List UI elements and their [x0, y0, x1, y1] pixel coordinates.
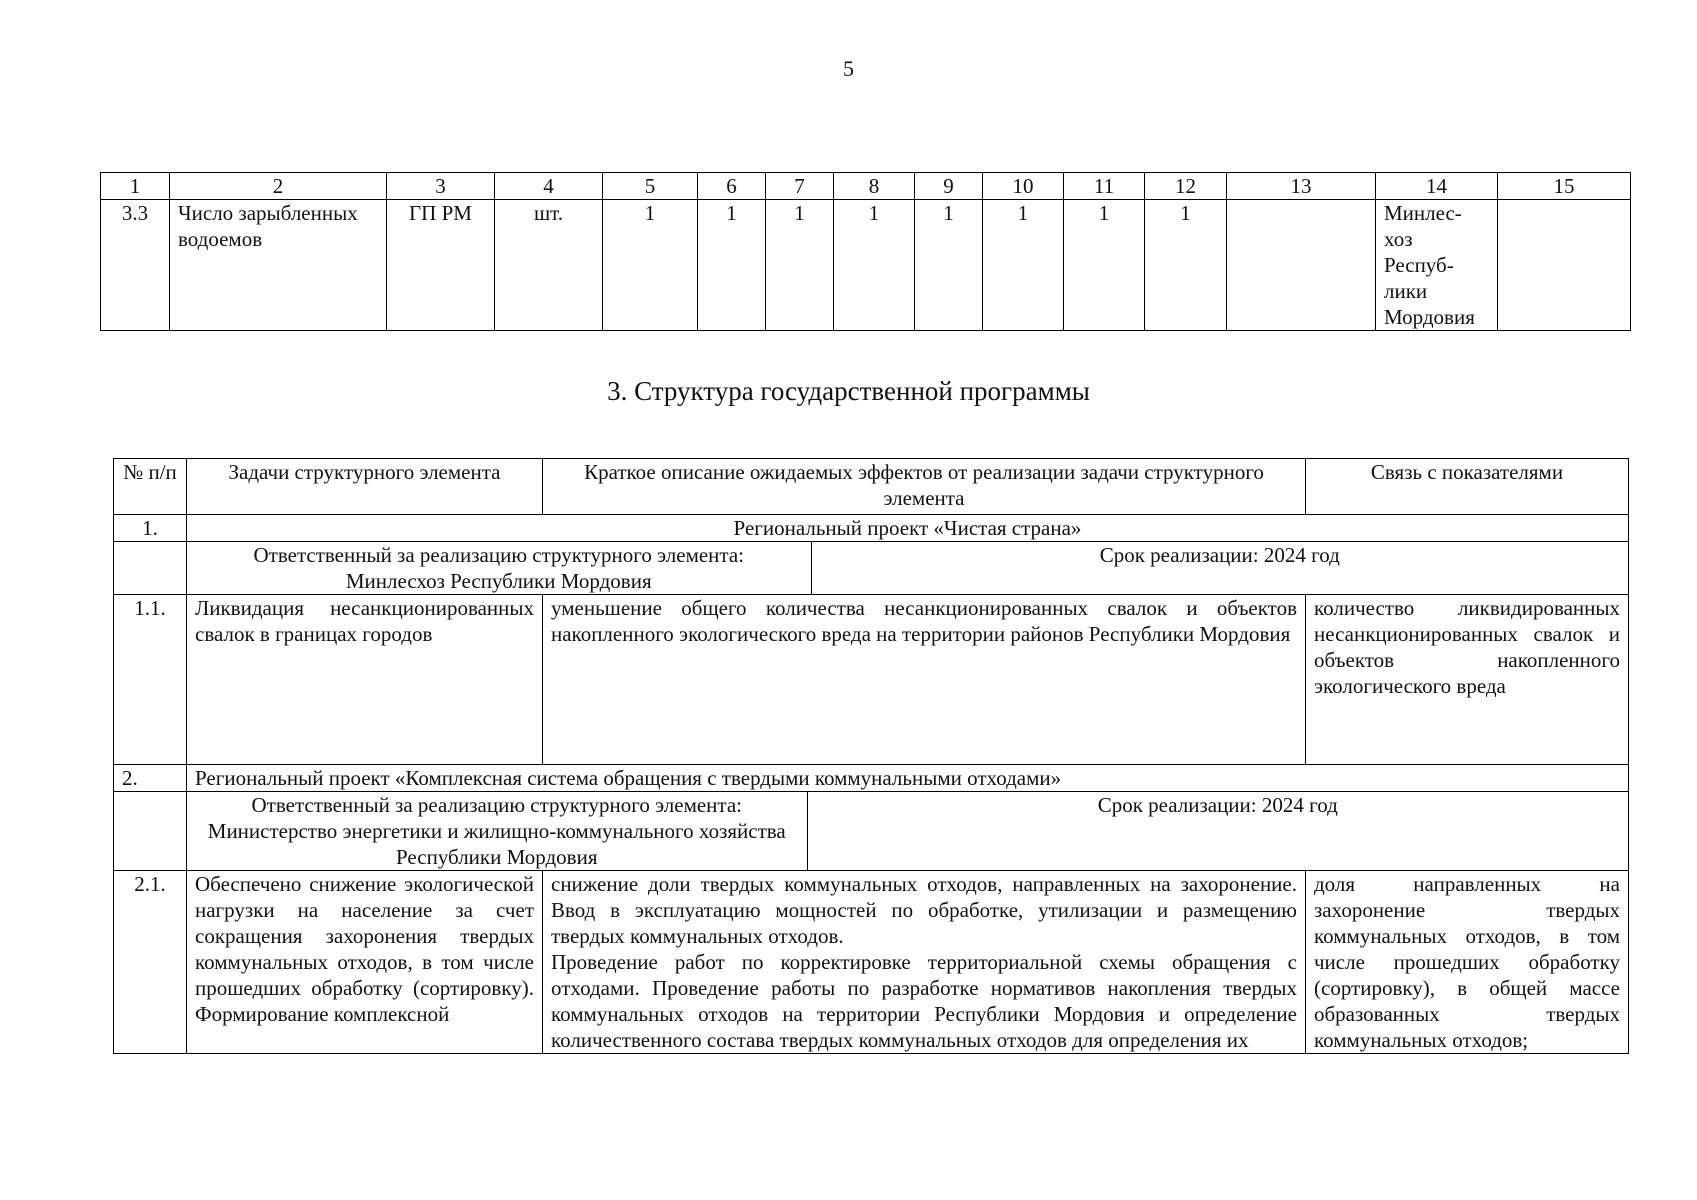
indicator-name: Число зарыбленных водоемов [170, 200, 387, 331]
column-number: 9 [915, 173, 983, 200]
column-number: 10 [983, 173, 1064, 200]
responsible-line: Респуб- [1384, 253, 1454, 277]
column-15-cell [1498, 200, 1631, 331]
empty-cell [114, 542, 187, 595]
column-number: 6 [698, 173, 766, 200]
responsible-wrapper [187, 792, 1629, 871]
indicator-unit: шт. [495, 200, 603, 331]
column-number-row [101, 173, 1631, 200]
term-cell: Срок реализации: 2024 год [807, 792, 1628, 870]
section-number: 2. [114, 765, 187, 792]
table-row [114, 595, 1629, 765]
responsible-label: Ответственный за реализацию структурного элемента: [251, 793, 743, 817]
column-number: 15 [1498, 173, 1631, 200]
effect-cell [543, 871, 1306, 1054]
indicator-cell: доля направленных на захоронение твердых коммунальных отходов, в том числе прошедших обработку (сортировку), в общей массе образованных твердых коммунальных отходов; [1306, 871, 1629, 1054]
empty-cell [114, 792, 187, 871]
indicator-level: ГП РМ [387, 200, 495, 331]
column-number: 14 [1376, 173, 1498, 200]
responsible-org: Министерство энергетики и жилищно-коммунального хозяйства Республики Мордовия [207, 819, 786, 869]
responsible-line: Мордовия [1384, 305, 1475, 329]
indicator-value: 1 [983, 200, 1064, 331]
responsible-cell [187, 542, 811, 594]
responsible-inner-table [187, 792, 1628, 870]
section-row [114, 765, 1629, 792]
indicator-value: 1 [698, 200, 766, 331]
responsible-line: Минлес- [1384, 201, 1462, 225]
task-cell: Обеспечено снижение экологической нагрузки на население за счет сокращения захоронения твердых коммунальных отходов, в том числе прошедших обработку (сортировку). Формирование комплексной [187, 871, 543, 1054]
responsible-line: хоз [1384, 227, 1413, 251]
effect-cell: уменьшение общего количества несанкционированных свалок и объектов накопленного экологического вреда на территории районов Республики Мордовия [543, 595, 1306, 765]
page-number: 5 [843, 56, 854, 81]
indicator-value: 1 [915, 200, 983, 331]
header-link: Связь с показателями [1306, 459, 1629, 515]
indicator-value: 1 [1145, 200, 1227, 331]
responsible-label: Ответственный за реализацию структурного элемента: [253, 543, 745, 567]
column-number: 11 [1064, 173, 1145, 200]
responsible-row [114, 542, 1629, 595]
section-number: 1. [114, 515, 187, 542]
column-number: 1 [101, 173, 170, 200]
section-title-cell: Региональный проект «Комплексная система обращения с твердыми коммунальными отходами» [187, 765, 1629, 792]
column-number: 4 [495, 173, 603, 200]
responsible-line: лики [1384, 279, 1428, 303]
header-effects: Краткое описание ожидаемых эффектов от реализации задачи структурного элемента [543, 459, 1306, 515]
column-number: 5 [603, 173, 698, 200]
section-title-cell: Региональный проект «Чистая страна» [187, 515, 1629, 542]
row-number: 3.3 [101, 200, 170, 331]
header-tasks: Задачи структурного элемента [187, 459, 543, 515]
responsible-wrapper [187, 542, 1629, 595]
indicator-value: 1 [766, 200, 834, 331]
header-row [114, 459, 1629, 515]
section-title: 3. Структура государственной программы [607, 376, 1090, 406]
header-num: № п/п [114, 459, 187, 515]
row-number: 1.1. [114, 595, 187, 765]
effect-paragraph: Проведение работ по корректировке территориальной схемы обращения с отходами. Проведение работы по разработке нормативов накопления твердых коммунальных отходов на территории Республики Мордовия и определение количественного состава твердых коммунальных отходов для определения их [551, 950, 1297, 1052]
table-row [114, 871, 1629, 1054]
effect-paragraph: снижение доли твердых коммунальных отходов, направленных на захоронение. Ввод в эксплуатацию мощностей по обработке, утилизации и размещению твердых коммунальных отходов. [551, 872, 1297, 948]
responsible-cell [1376, 200, 1498, 331]
responsible-inner-table [187, 542, 1628, 594]
responsible-cell [187, 792, 807, 870]
section-row [114, 515, 1629, 542]
responsible-row [114, 792, 1629, 871]
task-cell: Ликвидация несанкционированных свалок в границах городов [187, 595, 543, 765]
indicator-cell: количество ликвидированных несанкционированных свалок и объектов накопленного экологического вреда [1306, 595, 1629, 765]
column-number: 8 [834, 173, 915, 200]
column-number: 12 [1145, 173, 1227, 200]
row-number: 2.1. [114, 871, 187, 1054]
indicator-value: 1 [834, 200, 915, 331]
table-row [101, 200, 1631, 331]
column-number: 7 [766, 173, 834, 200]
column-number: 13 [1227, 173, 1376, 200]
indicator-value: 1 [603, 200, 698, 331]
indicator-value: 1 [1064, 200, 1145, 331]
column-13-cell [1227, 200, 1376, 331]
indicators-table [100, 172, 1631, 331]
column-number: 3 [387, 173, 495, 200]
responsible-org: Минлесхоз Республики Мордовия [345, 569, 652, 593]
structure-table [113, 458, 1629, 1054]
column-number: 2 [170, 173, 387, 200]
term-cell: Срок реализации: 2024 год [811, 542, 1628, 594]
